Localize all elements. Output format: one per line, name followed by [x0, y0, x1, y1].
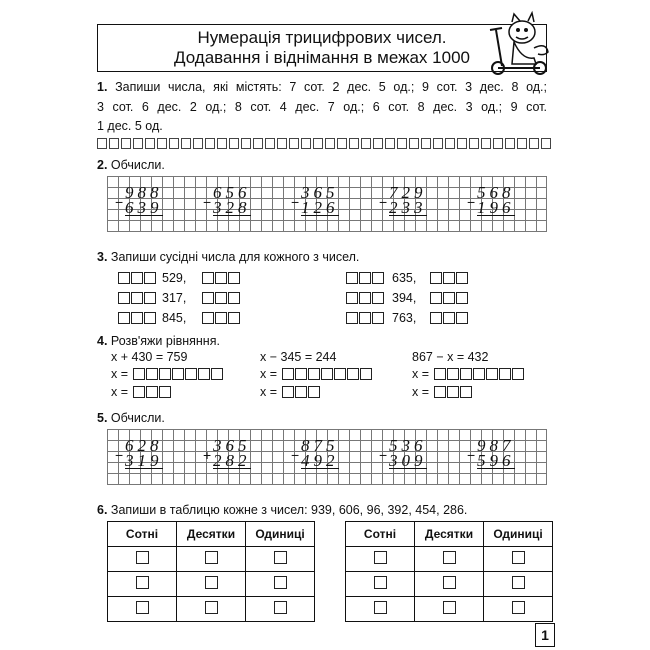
answer-box[interactable] [447, 368, 459, 380]
digit-box[interactable] [202, 292, 214, 304]
answer-box[interactable] [146, 386, 158, 398]
digit-box[interactable] [205, 551, 218, 564]
digit-box[interactable] [202, 312, 214, 324]
minuend: 628 [125, 436, 163, 455]
digit-box[interactable] [144, 312, 156, 324]
answer-cell[interactable] [229, 138, 239, 149]
answer-cells-strip[interactable] [97, 138, 553, 149]
table-cell[interactable] [177, 597, 246, 622]
answer-box[interactable] [321, 368, 333, 380]
table-row [108, 597, 315, 622]
digit-box[interactable] [359, 272, 371, 284]
answer-cell[interactable] [409, 138, 419, 149]
digit-box[interactable] [118, 272, 130, 284]
task6-label: Запиши в таблицю кожне з чисел: 939, 606, 96, 392, 454, 286. [110, 503, 468, 517]
operator-sign: − [291, 194, 300, 210]
task1-line-3: 1 дес. 5 од. [97, 119, 163, 133]
answer-cell[interactable] [277, 138, 287, 149]
digit-box[interactable] [228, 292, 240, 304]
digit-box[interactable] [215, 312, 227, 324]
answer-cell[interactable] [361, 138, 371, 149]
minuend: 988 [125, 183, 163, 202]
table-header: Десятки [415, 522, 484, 547]
answer-box[interactable] [211, 368, 223, 380]
task3-heading [97, 250, 359, 264]
subtrahend: 328 [213, 198, 251, 217]
answer-box[interactable] [159, 386, 171, 398]
given-number: 317, [162, 291, 187, 305]
task5-grid[interactable] [107, 429, 547, 485]
column-operation [125, 438, 163, 469]
given-number: 635, [392, 271, 417, 285]
answer-boxes[interactable] [282, 386, 321, 398]
table-cell[interactable] [246, 572, 315, 597]
digit-box[interactable] [136, 576, 149, 589]
task2-label: Обчисли. [110, 158, 165, 172]
digit-box[interactable] [372, 272, 384, 284]
table-header: Сотні [346, 522, 415, 547]
digit-box[interactable] [430, 312, 442, 324]
answer-box[interactable] [185, 368, 197, 380]
answer-cell[interactable] [145, 138, 155, 149]
table-row [346, 597, 553, 622]
digit-box[interactable] [374, 576, 387, 589]
digit-box[interactable] [374, 601, 387, 614]
given-number: 529, [162, 271, 187, 285]
answer-box[interactable] [334, 368, 346, 380]
digit-box[interactable] [131, 292, 143, 304]
table-cell[interactable] [346, 547, 415, 572]
digit-box[interactable] [274, 601, 287, 614]
table-cell[interactable] [246, 597, 315, 622]
digit-box[interactable] [346, 272, 358, 284]
minuend: 365 [301, 183, 339, 202]
subtrahend: 126 [301, 198, 339, 217]
digit-box[interactable] [131, 272, 143, 284]
answer-cell[interactable] [481, 138, 491, 149]
table-header: Десятки [177, 522, 246, 547]
digit-box[interactable] [443, 551, 456, 564]
digit-box[interactable] [443, 272, 455, 284]
column-operation [477, 185, 515, 216]
task2-heading [97, 158, 165, 172]
digit-box[interactable] [359, 312, 371, 324]
digit-box[interactable] [443, 292, 455, 304]
answer-box[interactable] [133, 368, 145, 380]
answer-cell[interactable] [217, 138, 227, 149]
table-cell[interactable] [346, 572, 415, 597]
subtrahend: 196 [477, 198, 515, 217]
subtrahend: 309 [389, 451, 427, 470]
table-cell[interactable] [346, 597, 415, 622]
title-line-2: Додавання і віднімання в межах 1000 [174, 48, 470, 67]
table-cell[interactable] [108, 572, 177, 597]
answer-box[interactable] [360, 368, 372, 380]
digit-box[interactable] [131, 312, 143, 324]
title-line-1: Нумерація трицифрових чисел. [197, 28, 447, 47]
digit-box[interactable] [118, 312, 130, 324]
digit-box[interactable] [359, 292, 371, 304]
table-header: Сотні [108, 522, 177, 547]
column-operation [477, 438, 515, 469]
answer-cell[interactable] [505, 138, 515, 149]
answer-box[interactable] [460, 368, 472, 380]
answer-cell[interactable] [541, 138, 551, 149]
column-operation [213, 438, 251, 469]
operator-sign: − [291, 447, 300, 463]
answer-boxes[interactable] [346, 272, 385, 284]
digit-box[interactable] [456, 292, 468, 304]
answer-box[interactable] [146, 368, 158, 380]
answer-box[interactable] [282, 386, 294, 398]
answer-box[interactable] [434, 368, 446, 380]
subtrahend: 319 [125, 451, 163, 470]
answer-box[interactable] [499, 368, 511, 380]
answer-box[interactable] [282, 368, 294, 380]
task4-label: Розв'яжи рівняння. [110, 334, 220, 348]
digit-box[interactable] [228, 272, 240, 284]
table-cell[interactable] [484, 572, 553, 597]
answer-cell[interactable] [433, 138, 443, 149]
answer-box[interactable] [512, 368, 524, 380]
given-number: 763, [392, 311, 417, 325]
answer-cell[interactable] [181, 138, 191, 149]
table-header: Одиниці [246, 522, 315, 547]
operator-sign: − [203, 194, 212, 210]
column-operation [213, 185, 251, 216]
answer-cell[interactable] [169, 138, 179, 149]
answer-box[interactable] [198, 368, 210, 380]
table-cell[interactable] [108, 597, 177, 622]
answer-boxes[interactable] [434, 386, 473, 398]
column-operation [389, 438, 427, 469]
minuend: 365 [213, 436, 251, 455]
task3-label: Запиши сусідні числа для кожного з чисел. [110, 250, 360, 264]
subtrahend: 282 [213, 451, 251, 470]
table-cell[interactable] [484, 547, 553, 572]
digit-box[interactable] [215, 272, 227, 284]
answer-cell[interactable] [493, 138, 503, 149]
answer-cell[interactable] [373, 138, 383, 149]
task4-number: 4. [97, 334, 108, 348]
answer-cell[interactable] [301, 138, 311, 149]
answer-box[interactable] [486, 368, 498, 380]
table-cell[interactable] [246, 547, 315, 572]
column-operation [389, 185, 427, 216]
digit-box[interactable] [144, 272, 156, 284]
answer-boxes[interactable] [430, 312, 469, 324]
answer-boxes[interactable] [118, 292, 157, 304]
task5-heading [97, 411, 165, 425]
x-label: x = [111, 385, 129, 399]
task4-heading [97, 334, 220, 348]
answer-cell[interactable] [109, 138, 119, 149]
answer-cell[interactable] [469, 138, 479, 149]
digit-box[interactable] [274, 551, 287, 564]
table-row [108, 547, 315, 572]
given-number: 394, [392, 291, 417, 305]
answer-box[interactable] [133, 386, 145, 398]
task2-number: 2. [97, 158, 108, 172]
digit-box[interactable] [430, 272, 442, 284]
digit-box[interactable] [205, 601, 218, 614]
answer-boxes[interactable] [202, 272, 241, 284]
column-operation [301, 185, 339, 216]
table-cell[interactable] [177, 547, 246, 572]
minuend: 536 [389, 436, 427, 455]
digit-box[interactable] [202, 272, 214, 284]
answer-box[interactable] [460, 386, 472, 398]
answer-boxes[interactable] [118, 272, 157, 284]
digit-box[interactable] [215, 292, 227, 304]
answer-boxes[interactable] [346, 312, 385, 324]
table-cell[interactable] [415, 547, 484, 572]
answer-cell[interactable] [349, 138, 359, 149]
equation: x − 345 = 244 [260, 350, 337, 364]
table-header: Одиниці [484, 522, 553, 547]
answer-boxes[interactable] [202, 312, 241, 324]
table-cell[interactable] [484, 597, 553, 622]
table-cell[interactable] [177, 572, 246, 597]
answer-cell[interactable] [337, 138, 347, 149]
given-number: 845, [162, 311, 187, 325]
page-number: 1 [535, 623, 555, 647]
answer-cell[interactable] [157, 138, 167, 149]
digit-box[interactable] [512, 601, 525, 614]
column-operation [301, 438, 339, 469]
lesson-title [97, 24, 547, 72]
answer-cell[interactable] [253, 138, 263, 149]
answer-boxes[interactable] [346, 292, 385, 304]
task1-line-1 [97, 80, 547, 94]
answer-box[interactable] [434, 386, 446, 398]
digit-box[interactable] [456, 272, 468, 284]
minuend: 987 [477, 436, 515, 455]
answer-box[interactable] [447, 386, 459, 398]
table-row [346, 572, 553, 597]
digit-box[interactable] [372, 312, 384, 324]
answer-boxes[interactable] [133, 368, 224, 380]
answer-box[interactable] [295, 386, 307, 398]
operator-sign: − [467, 447, 476, 463]
answer-cell[interactable] [385, 138, 395, 149]
digit-box[interactable] [372, 292, 384, 304]
equation: x + 430 = 759 [111, 350, 188, 364]
table-row [346, 547, 553, 572]
answer-box[interactable] [295, 368, 307, 380]
task5-number: 5. [97, 411, 108, 425]
answer-boxes[interactable] [430, 292, 469, 304]
minuend: 656 [213, 183, 251, 202]
digit-box[interactable] [228, 312, 240, 324]
subtrahend: 639 [125, 198, 163, 217]
digit-box[interactable] [512, 551, 525, 564]
task6-number: 6. [97, 503, 108, 517]
operator-sign: − [115, 194, 124, 210]
answer-cell[interactable] [397, 138, 407, 149]
digit-box[interactable] [205, 576, 218, 589]
answer-cell[interactable] [205, 138, 215, 149]
answer-boxes[interactable] [430, 272, 469, 284]
answer-cell[interactable] [289, 138, 299, 149]
digit-box[interactable] [346, 292, 358, 304]
answer-cell[interactable] [421, 138, 431, 149]
scooter-character-icon [484, 8, 554, 78]
minuend: 568 [477, 183, 515, 202]
task6-heading [97, 503, 467, 517]
operator-sign: − [379, 194, 388, 210]
task1-text-1: Запиши числа, які містять: 7 сот. 2 дес. 5 од.; 9 сот. 3 дес. 8 од.; [115, 80, 547, 94]
answer-cell[interactable] [457, 138, 467, 149]
minuend: 729 [389, 183, 427, 202]
place-value-table-right [345, 521, 553, 622]
column-operation [125, 185, 163, 216]
answer-box[interactable] [473, 368, 485, 380]
x-label: x = [412, 367, 430, 381]
answer-box[interactable] [172, 368, 184, 380]
answer-cell[interactable] [325, 138, 335, 149]
task3-number: 3. [97, 250, 108, 264]
answer-cell[interactable] [121, 138, 131, 149]
digit-box[interactable] [443, 312, 455, 324]
digit-box[interactable] [512, 576, 525, 589]
answer-boxes[interactable] [133, 386, 172, 398]
subtrahend: 233 [389, 198, 427, 217]
answer-cell[interactable] [445, 138, 455, 149]
answer-cell[interactable] [133, 138, 143, 149]
task1-number: 1. [97, 80, 108, 94]
subtrahend: 596 [477, 451, 515, 470]
minuend: 875 [301, 436, 339, 455]
task2-grid[interactable] [107, 176, 547, 232]
digit-box[interactable] [144, 292, 156, 304]
answer-box[interactable] [159, 368, 171, 380]
table-cell[interactable] [415, 597, 484, 622]
table-cell[interactable] [415, 572, 484, 597]
digit-box[interactable] [430, 292, 442, 304]
answer-boxes[interactable] [202, 292, 241, 304]
x-label: x = [260, 385, 278, 399]
digit-box[interactable] [136, 551, 149, 564]
equation: 867 − x = 432 [412, 350, 489, 364]
answer-cell[interactable] [97, 138, 107, 149]
answer-box[interactable] [308, 368, 320, 380]
answer-box[interactable] [347, 368, 359, 380]
table-row [108, 572, 315, 597]
digit-box[interactable] [274, 576, 287, 589]
answer-box[interactable] [308, 386, 320, 398]
task5-label: Обчисли. [110, 411, 165, 425]
answer-boxes[interactable] [282, 368, 373, 380]
answer-cell[interactable] [313, 138, 323, 149]
operator-sign: − [379, 447, 388, 463]
answer-cell[interactable] [529, 138, 539, 149]
x-label: x = [260, 367, 278, 381]
table-cell[interactable] [108, 547, 177, 572]
x-label: x = [412, 385, 430, 399]
digit-box[interactable] [346, 312, 358, 324]
operator-sign: − [115, 447, 124, 463]
digit-box[interactable] [443, 576, 456, 589]
place-value-table-left [107, 521, 315, 622]
operator-sign: − [467, 194, 476, 210]
digit-box[interactable] [136, 601, 149, 614]
answer-boxes[interactable] [434, 368, 525, 380]
digit-box[interactable] [374, 551, 387, 564]
digit-box[interactable] [118, 292, 130, 304]
x-label: x = [111, 367, 129, 381]
digit-box[interactable] [443, 601, 456, 614]
digit-box[interactable] [456, 312, 468, 324]
subtrahend: 492 [301, 451, 339, 470]
answer-cell[interactable] [193, 138, 203, 149]
answer-cell[interactable] [517, 138, 527, 149]
task1-line-2: 3 сот. 6 дес. 2 од.; 8 сот. 4 дес. 7 од.; 6 сот. 8 дес. 3 од.; 9 сот. [97, 100, 547, 114]
operator-sign: + [203, 447, 212, 463]
answer-cell[interactable] [241, 138, 251, 149]
answer-cell[interactable] [265, 138, 275, 149]
answer-boxes[interactable] [118, 312, 157, 324]
